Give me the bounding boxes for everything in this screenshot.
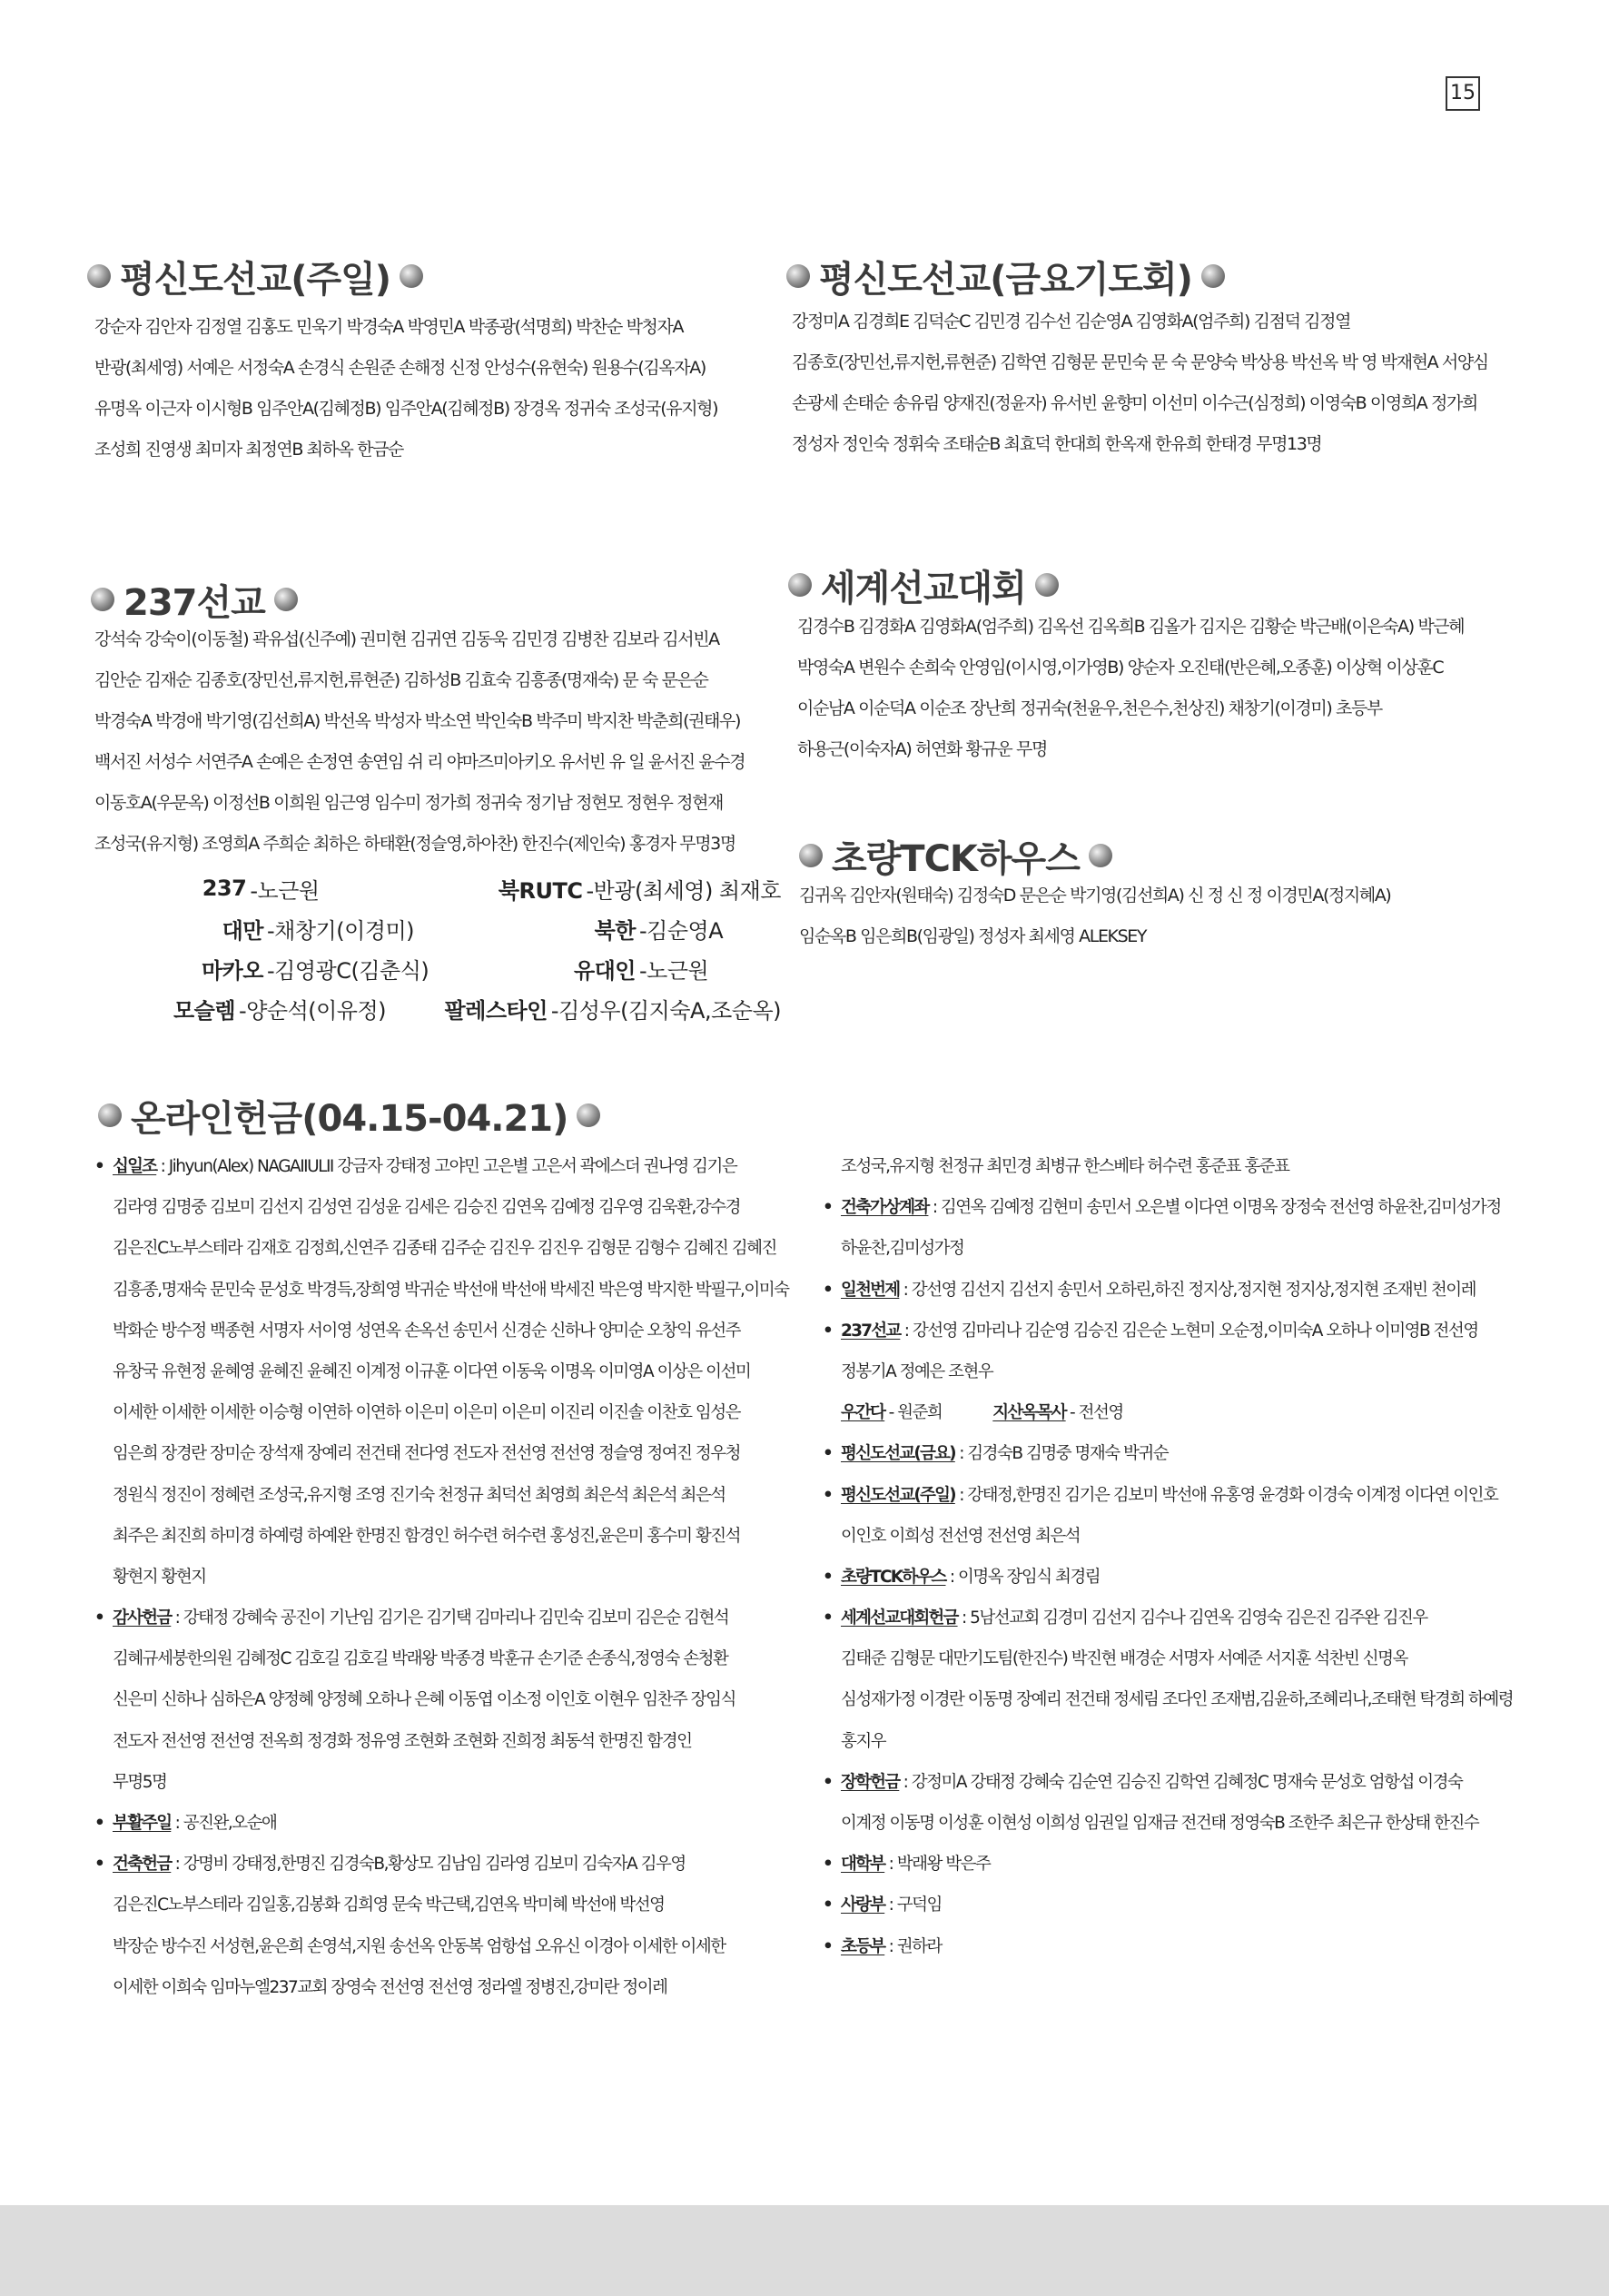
offering-label: 사랑부 xyxy=(841,1895,885,1915)
offering-label: 초등부 xyxy=(841,1936,885,1956)
name-line: 이순남A 이순덕A 이순조 장난희 정귀숙(천윤우,천은수,천상진) 채창기(이경미) 초등부 xyxy=(797,698,1382,718)
offering-pair xyxy=(841,1392,942,1433)
bullet-dot-icon: • xyxy=(823,1485,833,1505)
offering-names: : 강선영 김선지 김선지 송민서 오하린,하진 정지상,정지현 정지상,정지현 조재빈 천이레 xyxy=(899,1280,1476,1300)
offering-names: : 공진완,오순애 xyxy=(171,1814,277,1833)
section-title xyxy=(98,1088,734,1143)
offering-entry xyxy=(823,1311,1531,1351)
bullet-dot-icon: • xyxy=(823,1444,833,1464)
mission-field-row xyxy=(91,908,781,948)
section-title-text: 237선교 xyxy=(123,581,265,624)
offering-names: : 김경숙B 김명중 명재숙 박귀순 xyxy=(954,1444,1169,1464)
section-237-mission xyxy=(91,572,781,1028)
offering-continuation: 김라영 김명중 김보미 김선지 김성연 김성윤 김세은 김승진 김연옥 김예정 김우영 김욱환,강수경 xyxy=(113,1198,741,1218)
offering-label: 장학헌금 xyxy=(841,1772,900,1792)
field-value: -김영광C(김춘식) xyxy=(267,957,429,984)
name-line: 김귀옥 김안자(원태숙) 김정숙D 문은순 박기영(김선희A) 신 정 신 정 이경민A(정지혜A) xyxy=(799,886,1391,906)
offering-continuation: 전도자 전선영 전선영 전옥희 정경화 정유영 조현화 조현화 진희정 최동석 한명진 함경인 xyxy=(113,1731,692,1751)
offering-names: : 강태정 강혜숙 공진이 기난임 김기은 김기택 김마리나 김민숙 김보미 김은순 김현석 xyxy=(171,1608,729,1628)
field-name: 대만 xyxy=(222,917,263,944)
offering-label: 대학부 xyxy=(841,1855,885,1875)
bullet-ball-icon xyxy=(400,264,423,288)
offering-entry xyxy=(823,1885,1531,1925)
field-name: 유대인 xyxy=(573,957,636,984)
offering-entry xyxy=(823,1844,1531,1885)
field-name: 모슬렘 xyxy=(173,997,236,1024)
offering-continuation: 무명5명 xyxy=(113,1772,167,1792)
bullet-ball-icon xyxy=(1089,844,1112,867)
bullet-dot-icon: • xyxy=(823,1936,833,1956)
name-line: 이동호A(우문옥) 이정선B 이희원 임근영 임수미 정가희 정귀숙 정기남 정현모 정현우 정현재 xyxy=(94,793,723,813)
section-world-mission-conference xyxy=(788,558,1533,770)
offering-continuation: 신은미 신하나 심하은A 양정혜 양정혜 오하나 은혜 이동엽 이소정 이인호 이현우 임찬주 장임식 xyxy=(113,1690,735,1710)
offering-names: : 김연옥 김예정 김현미 송민서 오은별 이다연 이명옥 장정숙 전선영 하윤찬,김미성가정 xyxy=(928,1198,1501,1218)
name-list xyxy=(799,876,1525,957)
offering-continuation: 심성재가정 이경란 이동명 장예리 전건태 정세림 조다인 조재범,김윤하,조혜리나,조태현 탁경희 하예령 xyxy=(841,1690,1514,1710)
offering-continuation: 하윤찬,김미성가정 xyxy=(841,1239,964,1259)
name-list xyxy=(788,607,1533,770)
section-title-text: 세계선교대회 xyxy=(821,567,1026,609)
section-title xyxy=(786,249,1531,303)
field-value: -반광(최세영) 최재호 xyxy=(586,877,781,904)
offering-label: 세계선교대회헌금 xyxy=(841,1608,958,1628)
bullet-dot-icon: • xyxy=(94,1608,104,1628)
name-line: 반광(최세영) 서예은 서정숙A 손경식 손원준 손해정 신정 안성수(유현숙) 원용수(김옥자A) xyxy=(94,358,706,378)
offering-names: : Jihyun(Alex) NAGAIIULII 강금자 강태정 고야민 고은별 고은서 곽에스더 권나영 김기은 xyxy=(156,1157,737,1176)
offering-continuation: 이세한 이희숙 임마누엘237교회 장영숙 전선영 전선영 정라엘 정병진,강미란 정이레 xyxy=(113,1977,667,1997)
offering-entry xyxy=(823,1433,1531,1474)
name-line: 임순옥B 임은희B(임광일) 정성자 최세영 ALEKSEY xyxy=(799,926,1147,946)
offering-entry xyxy=(823,1270,1531,1311)
mission-field-row xyxy=(91,988,781,1028)
offering-continuation: 임은희 장경란 장미순 장석재 장예리 전건태 전다영 전도자 전선영 전선영 정슬영 정여진 정우청 xyxy=(113,1444,741,1464)
bullet-ball-icon xyxy=(91,588,114,611)
offering-continuation: 이계정 이동명 이성훈 이현성 이희성 임권일 임재금 전건태 정영숙B 조한주 최은규 한상태 한진수 xyxy=(841,1814,1479,1833)
name-line: 박경숙A 박경애 박기영(김선희A) 박선옥 박성자 박소연 박인숙B 박주미 박지찬 박춘희(권태우) xyxy=(94,711,740,731)
section-title-text: 초량TCK하우스 xyxy=(832,837,1080,880)
offering-continuation: 이세한 이세한 이세한 이승형 이연하 이연하 이은미 이은미 이은미 이진리 이진솔 이찬호 임성은 xyxy=(113,1403,741,1423)
name-line: 조성국(유지형) 조영희A 주희순 최하은 하태환(정슬영,하아찬) 한진수(제인숙) 홍경자 무명3명 xyxy=(94,834,735,854)
offering-continuation: 홍지우 xyxy=(841,1731,886,1751)
offering-continuation: 최주은 최진희 하미경 하예령 하예완 한명진 함경인 허수련 허수련 홍성진,윤은미 홍수미 황진석 xyxy=(113,1526,741,1546)
field-value: -양순석(이유정) xyxy=(239,997,387,1024)
offering-continuation: 유창국 유현정 윤혜영 윤혜진 윤혜진 이계정 이규훈 이다연 이동욱 이명옥 이미영A 이상은 이선미 xyxy=(113,1361,751,1381)
name-line: 강순자 김안자 김정열 김홍도 민욱기 박경숙A 박영민A 박종광(석명희) 박찬순 박청자A xyxy=(94,317,684,337)
section-title xyxy=(87,249,777,303)
mission-field-row xyxy=(91,868,781,908)
mission-field-table xyxy=(91,868,781,1028)
offering-label: 일천번제 xyxy=(841,1280,900,1300)
section-title-text: 평신도선교(금요기도회) xyxy=(819,258,1192,301)
offering-label: 감사헌금 xyxy=(113,1608,172,1628)
section-title-text: 평신도선교(주일) xyxy=(120,258,391,301)
name-list xyxy=(87,307,777,470)
offering-continuation: 조성국,유지형 천정규 최민경 최병규 한스베타 허수련 홍준표 홍준표 xyxy=(841,1157,1289,1176)
field-value: -김순영A xyxy=(639,917,724,944)
bullet-dot-icon: • xyxy=(823,1772,833,1792)
name-line: 하용근(이숙자A) 허연화 황규운 무명 xyxy=(797,739,1047,759)
bullet-dot-icon: • xyxy=(823,1321,833,1341)
name-line: 강석숙 강숙이(이동철) 곽유섭(신주예) 권미현 김귀연 김동욱 김민경 김병찬 김보라 김서빈A xyxy=(94,629,719,649)
bullet-dot-icon: • xyxy=(823,1895,833,1915)
offering-label: 평신도선교(금요) xyxy=(841,1444,955,1464)
offering-names: : 강태정,한명진 김기은 김보미 박선애 유홍영 윤경화 이경숙 이계정 이다연 이인호 xyxy=(954,1485,1498,1505)
offering-label: 지산옥목사 xyxy=(992,1403,1066,1423)
offering-entry xyxy=(823,1475,1531,1516)
name-line: 손광세 손태순 송유림 양재진(정윤자) 유서빈 윤향미 이선미 이수근(심정희) 이영숙B 이영희A 정가희 xyxy=(792,393,1477,413)
offering-names: : 구덕임 xyxy=(884,1895,942,1915)
online-offering-left-column xyxy=(94,1146,803,2008)
field-name: 마카오 xyxy=(201,957,263,984)
offering-label: 부활주일 xyxy=(113,1814,172,1833)
name-line: 김종호(장민선,류지헌,류현준) 김학연 김형문 문민숙 문 숙 문양숙 박상용 박선옥 박 영 박재현A 서양심 xyxy=(792,352,1488,372)
bullet-ball-icon xyxy=(799,844,823,867)
name-line: 김안순 김재순 김종호(장민선,류지헌,류현준) 김하성B 김효숙 김흥종(명재숙) 문 숙 문은순 xyxy=(94,670,708,690)
offering-continuation: 김태준 김형문 대만기도팀(한진수) 박진현 배경순 서명자 서예준 서지훈 석찬빈 신명옥 xyxy=(841,1649,1407,1669)
bullet-ball-icon xyxy=(1201,264,1225,288)
name-list xyxy=(91,619,781,865)
bullet-ball-icon xyxy=(98,1103,122,1127)
offering-entry xyxy=(94,1598,803,1638)
offering-label: 초량TCK하우스 xyxy=(841,1567,946,1587)
offering-pair xyxy=(992,1392,1122,1433)
bullet-dot-icon: • xyxy=(823,1608,833,1628)
offering-continuation: 김은진C노부스테라 김일홍,김봉화 김희영 문숙 박근택,김연옥 박미혜 박선애 박선영 xyxy=(113,1895,665,1915)
offering-names: - 전선영 xyxy=(1065,1403,1123,1423)
name-line: 백서진 서성수 서연주A 손예은 손정연 송연임 쉬 리 야마즈미아키오 유서빈 유 일 윤서진 윤수경 xyxy=(94,752,745,772)
page-number: 15 xyxy=(1446,76,1480,111)
bullet-dot-icon: • xyxy=(823,1855,833,1875)
online-offering-right-column xyxy=(823,1146,1531,1967)
offering-label: 우간다 xyxy=(841,1403,885,1423)
field-value: -노근원 xyxy=(250,877,320,904)
bullet-dot-icon: • xyxy=(94,1814,104,1833)
offering-names: - 원준희 xyxy=(884,1403,943,1423)
name-line: 김경수B 김경화A 김영화A(엄주희) 김옥선 김옥희B 김올가 김지은 김황순 박근배(이은숙A) 박근혜 xyxy=(797,617,1465,637)
name-line: 강정미A 김경희E 김덕순C 김민경 김수선 김순영A 김영화A(엄주희) 김점덕 김정열 xyxy=(792,312,1351,332)
field-name: 북RUTC xyxy=(498,877,583,904)
field-name: 237 xyxy=(202,876,247,901)
bullet-dot-icon: • xyxy=(823,1280,833,1300)
bullet-ball-icon xyxy=(788,573,812,597)
name-line: 정성자 정인숙 정휘숙 조태순B 최효덕 한대희 한옥재 한유희 한태경 무명13명 xyxy=(792,434,1322,454)
offering-names: : 이명옥 장임식 최경림 xyxy=(945,1567,1101,1587)
bullet-dot-icon: • xyxy=(823,1567,833,1587)
section-choryang-tck-house xyxy=(799,828,1525,957)
offering-continuation: 김흥종,명재숙 문민숙 문성호 박경득,장희영 박귀순 박선애 박선애 박세진 박은영 박지한 박필구,이미숙 xyxy=(113,1280,789,1300)
section-title xyxy=(91,572,781,627)
offering-names: : 권하라 xyxy=(884,1936,942,1956)
offering-label: 237선교 xyxy=(841,1321,901,1341)
bullet-ball-icon xyxy=(786,264,810,288)
field-name: 팔레스타인 xyxy=(444,997,548,1024)
bullet-dot-icon: • xyxy=(823,1198,833,1218)
mission-field-row xyxy=(91,948,781,988)
offering-entry xyxy=(823,1392,1531,1433)
offering-label: 건축헌금 xyxy=(113,1855,172,1875)
offering-label: 건축가상계좌 xyxy=(841,1198,929,1218)
offering-names: : 강명비 강태정,한명진 김경숙B,황상모 김남임 김라영 김보미 김숙자A 김우영 xyxy=(171,1855,686,1875)
offering-continuation: 이인호 이희성 전선영 전선영 최은석 xyxy=(841,1526,1081,1546)
offering-continuation: 정원식 정진이 정혜련 조성국,유지형 조영 진기숙 천정규 최덕선 최영희 최은석 최은석 최은석 xyxy=(113,1485,726,1505)
bullet-ball-icon xyxy=(87,264,111,288)
section-laity-mission-sunday xyxy=(87,249,777,470)
offering-continuation: 황현지 황현지 xyxy=(113,1567,206,1587)
field-value: -채창기(이경미) xyxy=(267,917,414,944)
section-title-text: 온라인헌금(04.15-04.21) xyxy=(131,1097,568,1140)
bullet-ball-icon xyxy=(577,1103,600,1127)
offering-entry xyxy=(823,1187,1531,1228)
section-title xyxy=(799,828,1525,883)
footer-band xyxy=(0,2205,1609,2296)
offering-entry xyxy=(823,1762,1531,1803)
field-value: -노근원 xyxy=(639,957,709,984)
offering-continuation: 김은진C노부스테라 김재호 김정희,신연주 김종태 김주순 김진우 김진우 김형문 김형수 김혜진 김혜진 xyxy=(113,1239,776,1259)
offering-names: : 강선영 김마리나 김순영 김승진 김은순 노현미 오순정,이미숙A 오하나 이미영B 전선영 xyxy=(900,1321,1478,1341)
bullet-ball-icon xyxy=(274,588,298,611)
offering-continuation: 박장순 방수진 서성현,윤은희 손영석,지원 송선옥 안동복 엄항섭 오유신 이경아 이세한 이세한 xyxy=(113,1936,726,1956)
name-line: 유명옥 이근자 이시형B 임주안A(김혜정B) 임주안A(김혜정B) 장경옥 정귀숙 조성국(유지형) xyxy=(94,399,718,419)
bullet-dot-icon: • xyxy=(94,1855,104,1875)
field-name: 북한 xyxy=(594,917,636,944)
offering-names: : 강정미A 강태정 강혜숙 김순연 김승진 김학연 김혜정C 명재숙 문성호 엄항섭 이경숙 xyxy=(899,1772,1463,1792)
name-line: 조성희 진영생 최미자 최정연B 최하옥 한금순 xyxy=(94,440,404,460)
bullet-ball-icon xyxy=(1035,573,1059,597)
offering-entry xyxy=(94,1146,803,1187)
offering-continuation: 박화순 방수정 백종현 서명자 서이영 성연옥 손옥선 송민서 신경순 신하나 양미순 오창익 유선주 xyxy=(113,1321,741,1341)
offering-entry xyxy=(94,1844,803,1885)
offering-names: : 5남선교회 김경미 김선지 김수나 김연옥 김영숙 김은진 김주완 김진우 xyxy=(957,1608,1427,1628)
offering-label: 십일조 xyxy=(113,1157,157,1176)
offering-label: 평신도선교(주일) xyxy=(841,1485,955,1505)
field-value: -김성우(김지숙A,조순옥) xyxy=(550,997,781,1024)
offering-entry xyxy=(823,1557,1531,1598)
offering-entry xyxy=(94,1803,803,1844)
offering-names: : 박래왕 박은주 xyxy=(884,1855,991,1875)
section-title xyxy=(788,558,1533,612)
offering-entry xyxy=(823,1598,1531,1638)
offering-continuation: 정봉기A 정예은 조현우 xyxy=(841,1361,993,1381)
name-list xyxy=(786,302,1531,465)
bullet-dot-icon: • xyxy=(94,1157,104,1176)
offering-continuation: 김혜규세붕한의원 김혜정C 김호길 김호길 박래왕 박종경 박훈규 손기준 손종식,정영숙 손청환 xyxy=(113,1649,728,1669)
offering-entry xyxy=(823,1926,1531,1967)
section-laity-mission-friday xyxy=(786,249,1531,465)
name-line: 박영숙A 변원수 손희숙 안영임(이시영,이가영B) 양순자 오진태(반은혜,오종훈) 이상혁 이상훈C xyxy=(797,658,1444,678)
section-online-offering xyxy=(98,1088,734,1143)
